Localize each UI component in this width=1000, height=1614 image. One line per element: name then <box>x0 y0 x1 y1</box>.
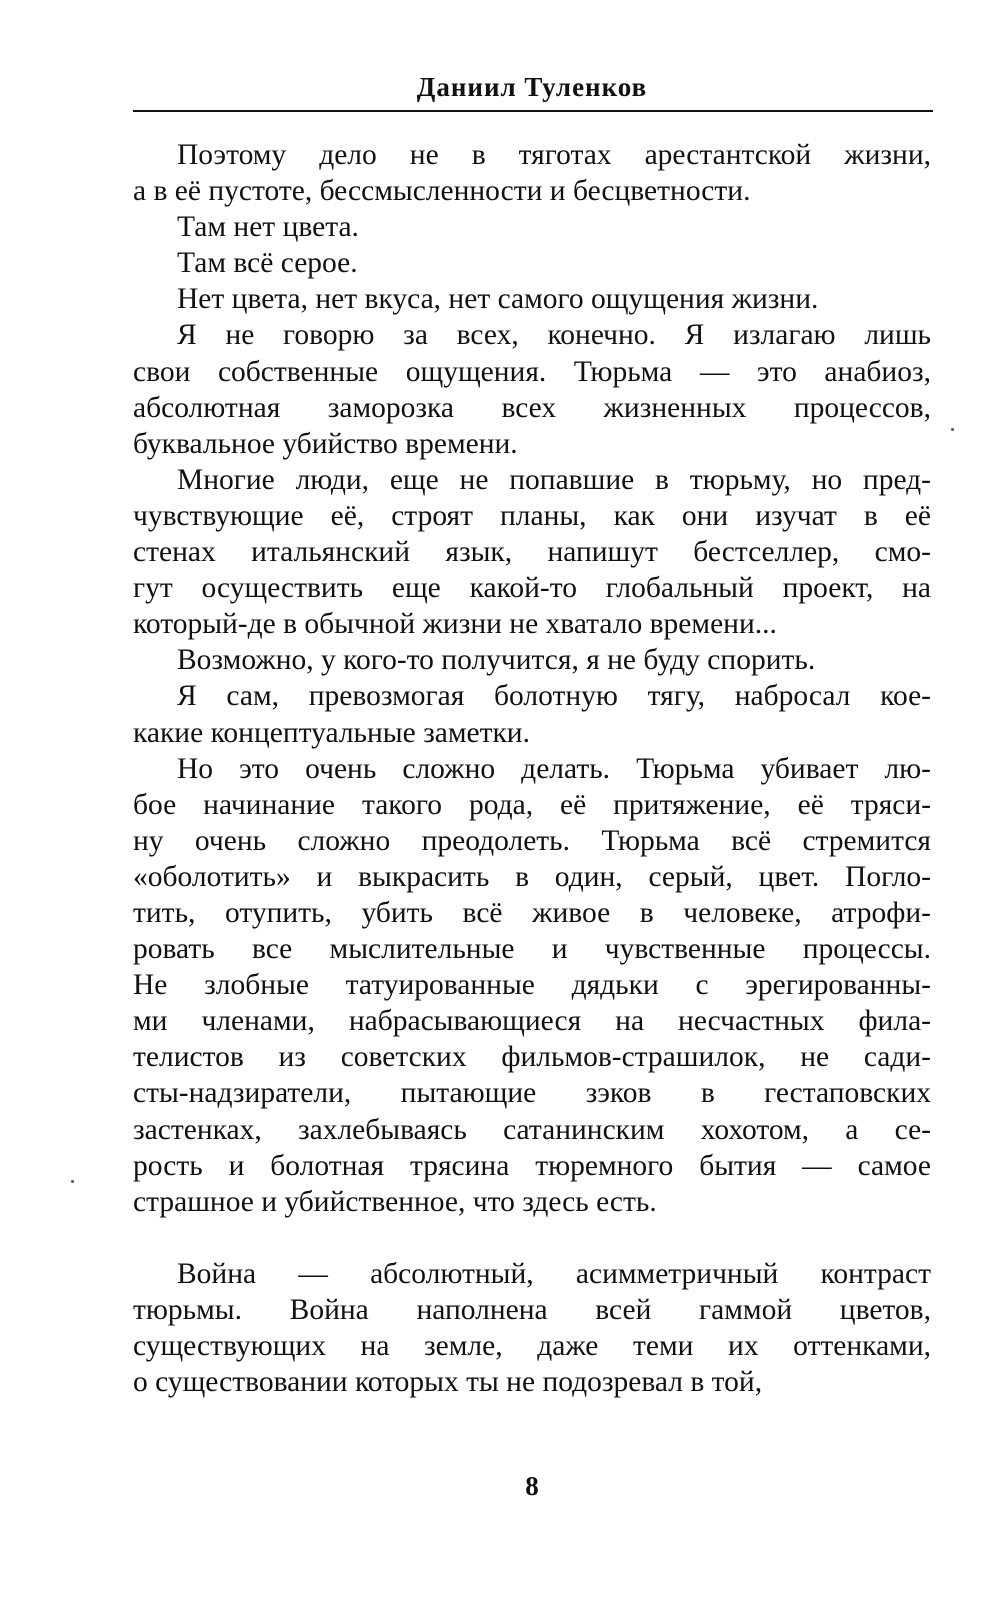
page-number: 8 <box>525 1471 539 1501</box>
header-rule <box>133 110 933 112</box>
text-line: телистов из советских фильмов-страшилок, не сади- <box>133 1041 931 1074</box>
text-line: Поэтому дело не в тяготах арестантской жизни, <box>177 139 931 171</box>
text-line: Я сам, превозмогая болотную тягу, набросал кое- <box>177 680 931 713</box>
text-line: ровать все мыслительные и чувственные процессы. <box>133 933 931 966</box>
text-line: какие концептуальные заметки. <box>133 716 530 749</box>
text-line: буквальное убийство времени. <box>133 427 518 460</box>
print-speck <box>951 428 954 431</box>
text-line: «оболотить» и выкрасить в один, серый, цвет. Погло- <box>133 860 931 893</box>
text-line: тюрьмы. Война наполнена всей гаммой цветов, <box>133 1293 931 1326</box>
text-line: стенах итальянский язык, напишут бестселлер, смо- <box>133 536 931 569</box>
text-line: существующих на земле, даже теми их оттенками, <box>133 1330 931 1362</box>
body-text <box>133 137 931 1400</box>
text-line: который-де в обычной жизни не хватало времени... <box>133 608 777 641</box>
text-line: страшное и убийственное, что здесь есть. <box>133 1185 657 1218</box>
text-line: Я не говорю за всех, конечно. Я излагаю лишь <box>177 319 931 352</box>
section-break <box>133 1220 931 1256</box>
text-line: Но это очень сложно делать. Тюрьма убивает лю- <box>177 752 931 785</box>
text-line: свои собственные ощущения. Тюрьма — это анабиоз, <box>133 355 931 388</box>
running-head-author: Даниил Туленков <box>416 72 648 102</box>
text-line: чувствующие её, строят планы, как они изучат в её <box>133 499 931 532</box>
text-line: Там нет цвета. <box>177 211 359 244</box>
text-line: а в её пустоте, бессмысленности и бесцветности. <box>133 175 751 208</box>
text-line: бое начинание такого рода, её притяжение, её тряси- <box>133 788 931 821</box>
text-line: застенках, захлебываясь сатанинским хохотом, а се- <box>133 1113 931 1146</box>
text-line: Нет цвета, нет вкуса, нет самого ощущения жизни. <box>177 283 819 316</box>
text-line: абсолютная заморозка всех жизненных процессов, <box>133 391 931 424</box>
text-line: ну очень сложно преодолеть. Тюрьма всё стремится <box>133 824 931 857</box>
text-line: ми членами, набрасывающиеся на несчастных фила- <box>133 1005 931 1038</box>
text-line: Не злобные татуированные дядьки с эрегированны- <box>133 969 931 1002</box>
text-line: Возможно, у кого-то получится, я не буду спорить. <box>177 644 816 677</box>
text-line: Война — абсолютный, асимметричный контраст <box>177 1257 931 1290</box>
text-line: Многие люди, еще не попавшие в тюрьму, но пред- <box>177 463 931 496</box>
text-line: о существовании которых ты не подозревал в той, <box>133 1366 763 1399</box>
text-line: гут осуществить еще какой-то глобальный проект, на <box>133 572 931 605</box>
print-speck <box>71 1180 74 1183</box>
text-line: сты-надзиратели, пытающие зэков в гестаповских <box>133 1077 931 1110</box>
text-line: Там всё серое. <box>177 247 358 280</box>
text-line: рость и болотная трясина тюремного бытия — самое <box>133 1149 931 1182</box>
text-line: тить, отупить, убить всё живое в человеке, атрофи- <box>133 896 931 929</box>
